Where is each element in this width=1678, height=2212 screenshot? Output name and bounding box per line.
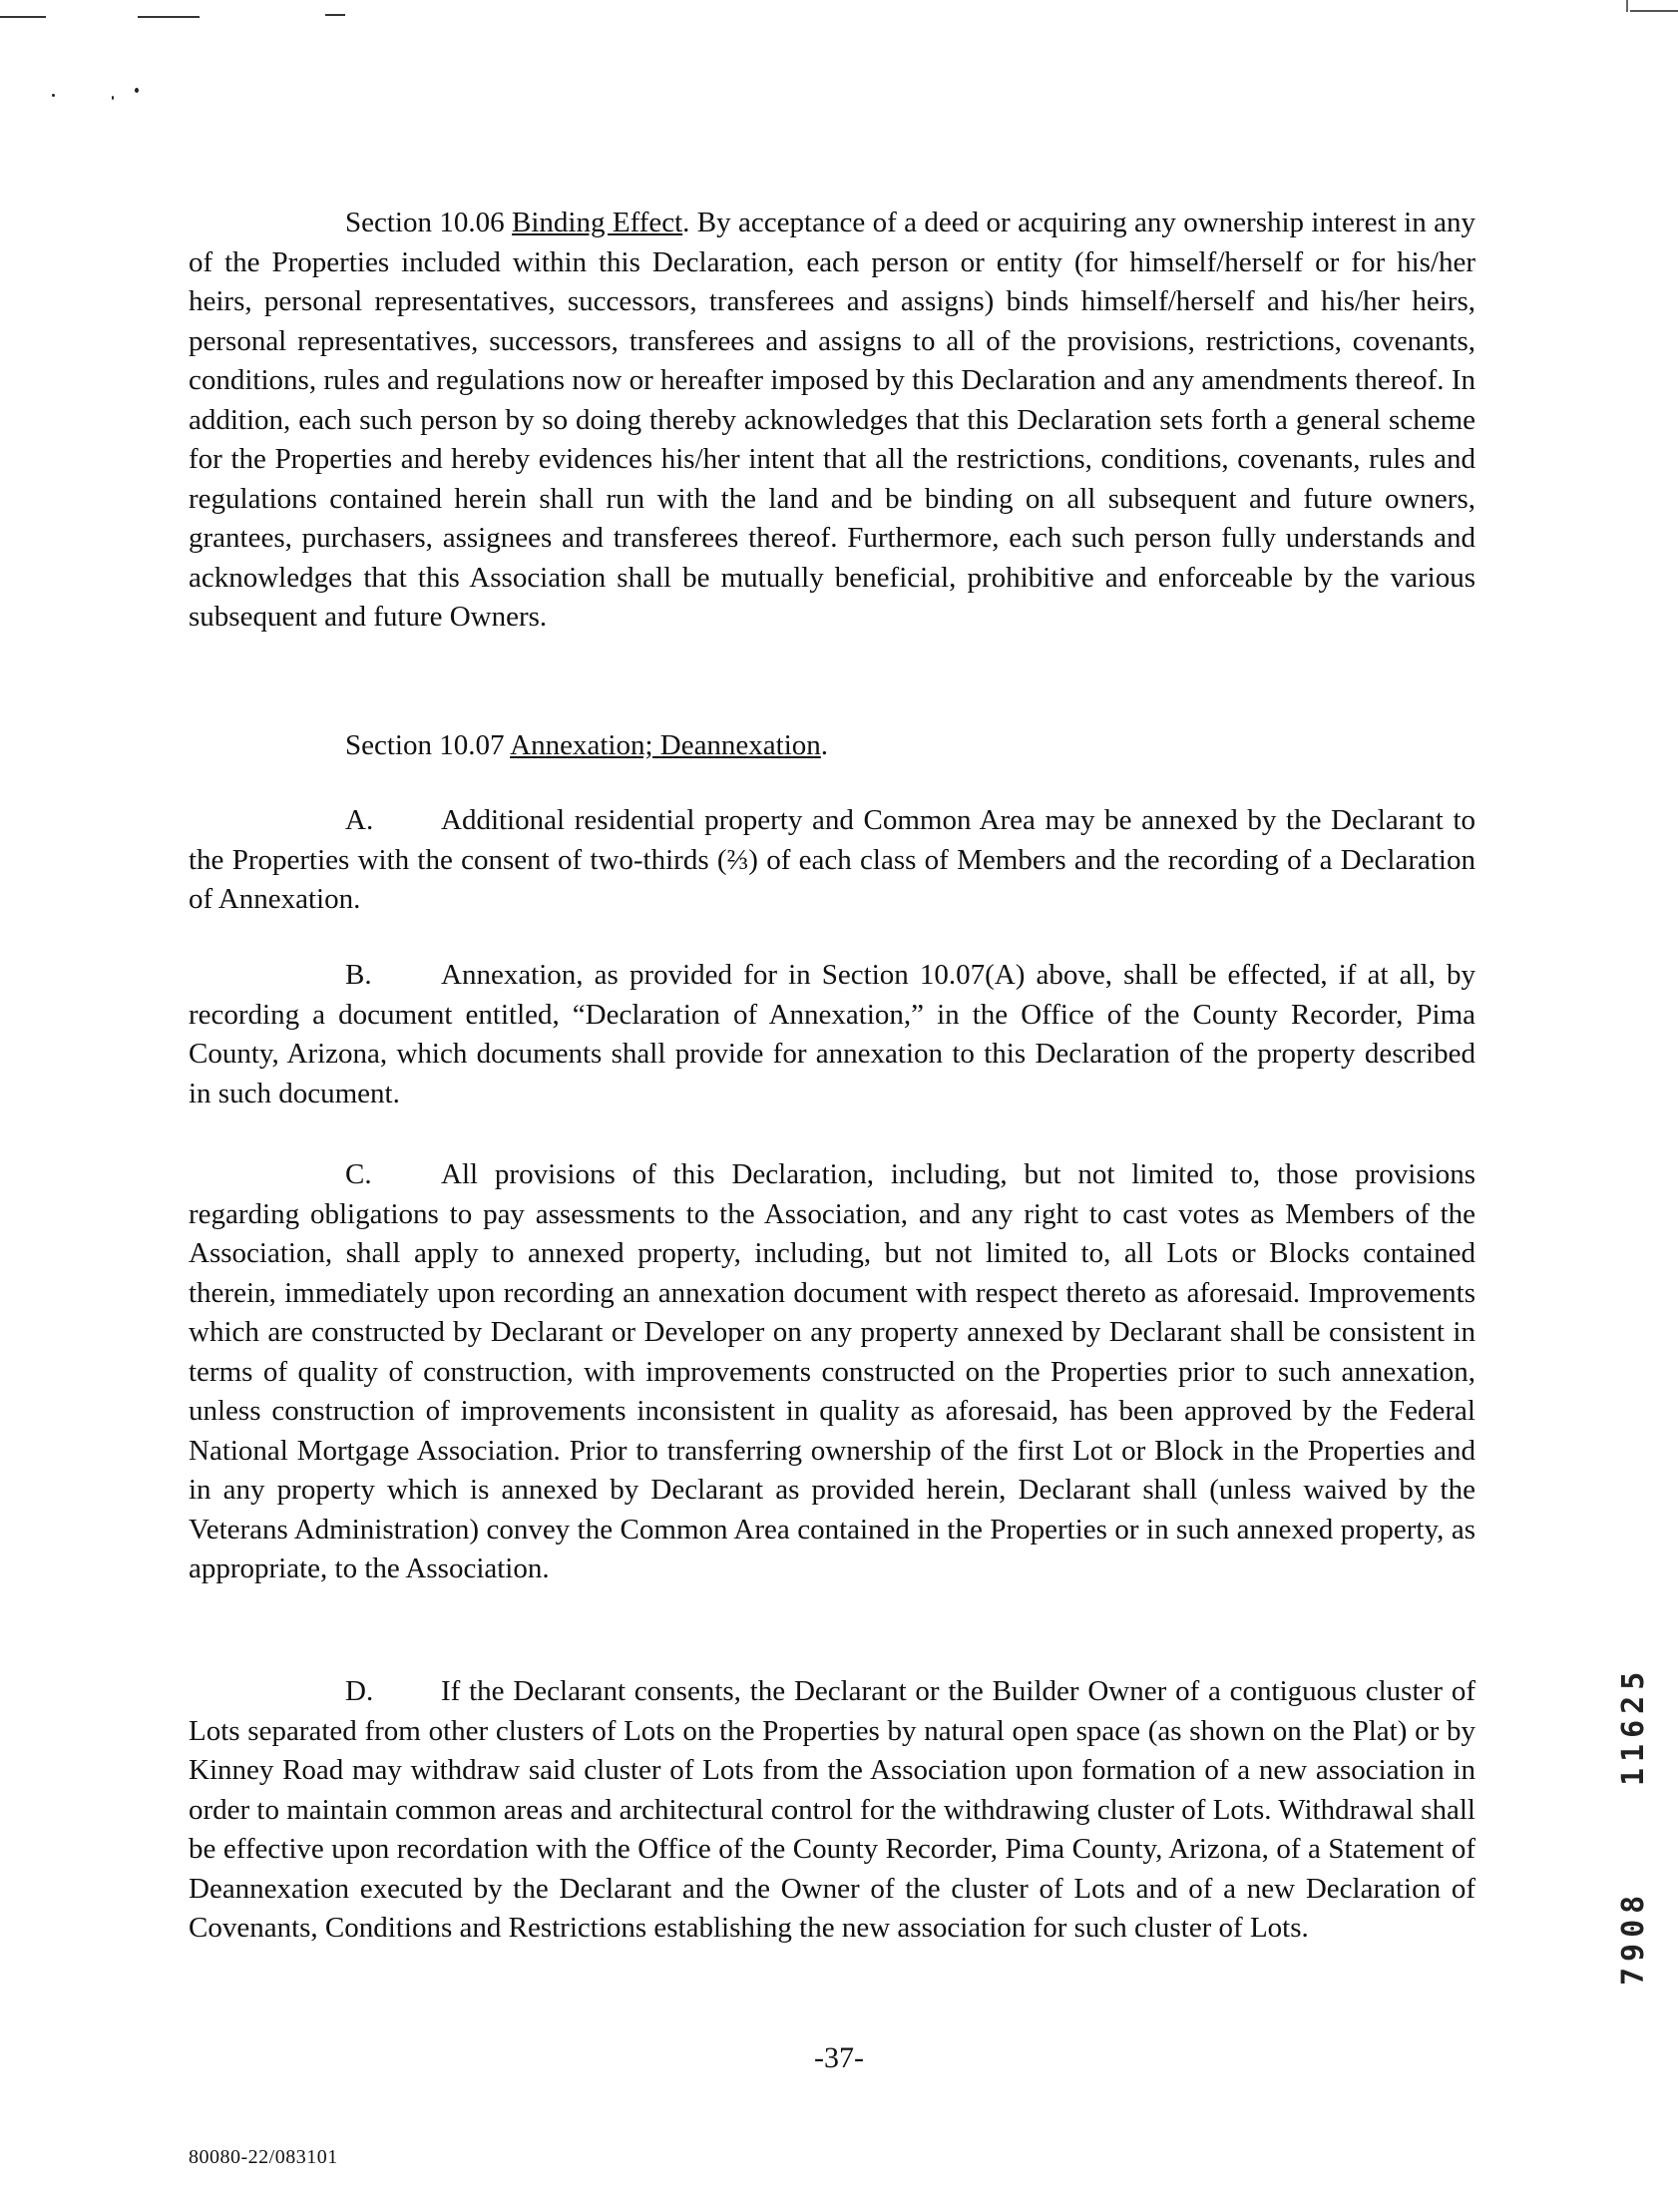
section-10-06 (189, 204, 1475, 638)
paragraph-label: D. (345, 1675, 374, 1707)
paragraph-text: All provisions of this Declaration, including, but not limited to, those provisions regarding obligations to pay assessments to the Association, and any right to cast votes as Members of the Association, shall apply to annexed property, including, but not limited to, all Lots or Blocks contained therein, immediately upon recording an annexation document with respect thereto as aforesaid. Improvements which are constructed by Declarant or Developer on any property annexed by Declarant shall be consistent in terms of quality of construction, with improvements constructed on the Properties prior to such annexation, unless construction of improvements inconsistent in quality as aforesaid, has been approved by the Federal National Mortgage Association. Prior to transferring ownership of the first Lot or Block in the Properties and in any property which is annexed by Declarant as provided herein, Declarant shall (unless waived by the Veterans Administration) convey the Common Area contained in the Properties or in such annexed property, as appropriate, to the Association. (189, 1158, 1475, 1584)
section-body: . By acceptance of a deed or acquiring any ownership interest in any of the Properties included within this Declaration, each person or entity (for himself/herself or for his/her heirs, personal representatives, successors, transferees and assigns) binds himself/herself and his/her heirs, personal representatives, successors, transferees and assigns to all of the provisions, restrictions, covenants, conditions, rules and regulations now or hereafter imposed by this Declaration and any amendments thereof. In addition, each such person by so doing thereby acknowledges that this Declaration sets forth a general scheme for the Properties and hereby evidences his/her intent that all the restrictions, conditions, covenants, rules and regulations contained herein shall run with the land and be binding on all subsequent and future owners, grantees, purchasers, assignees and transferees thereof. Furthermore, each such person fully understands and acknowledges that this Association shall be mutually beneficial, prohibitive and enforceable by the various subsequent and future Owners. (189, 207, 1475, 633)
paragraph-text: Annexation, as provided for in Section 10.07(A) above, shall be effected, if at all, by recording a document entitled, “Declaration of Annexation,” in the Office of the County Recorder, Pima County, Arizona, which documents shall provide for annexation to this Declaration of the property described in such document. (189, 959, 1475, 1109)
paragraph-text: If the Declarant consents, the Declarant or the Builder Owner of a contiguous cluster of Lots separated from other clusters of Lots on the Properties by natural open space (as shown on the Plat) or by Kinney Road may withdraw said cluster of Lots from the Association upon formation of a new association in order to maintain common areas and architectural control for the withdrawing cluster of Lots. Withdrawal shall be effective upon recordation with the Office of the County Recorder, Pima County, Arizona, of a Statement of Deannexation executed by the Declarant and the Owner of the cluster of Lots and of a new Declaration of Covenants, Conditions and Restrictions establishing the new association for such cluster of Lots. (189, 1675, 1475, 1944)
scan-mark (138, 16, 200, 18)
section-10-07-heading (345, 726, 828, 765)
section-suffix: . (820, 729, 829, 761)
section-title: Annexation; Deannexation (510, 729, 821, 761)
document-code: 80080-22/083101 (189, 2146, 338, 2168)
paragraph-d (189, 1672, 1475, 1949)
paragraph-text: Additional residential property and Common Area may be annexed by the Declarant to the Properties with the consent of two-thirds (⅔) of each class of Members and the recording of a Declaration of Annexation. (189, 804, 1475, 915)
section-prefix: Section 10.07 (345, 729, 511, 761)
scan-mark (0, 16, 46, 18)
section-prefix: Section 10.06 (345, 207, 513, 238)
recording-stamp-top: 11625 (1616, 1665, 1651, 1786)
section-10-06-paragraph (189, 204, 1475, 638)
scan-speck (52, 94, 55, 97)
paragraph-c (189, 1155, 1475, 1589)
paragraph-label: B. (345, 959, 372, 991)
scan-mark (1626, 0, 1628, 12)
scan-mark (325, 14, 345, 16)
recording-stamp-bottom: 7908 (1616, 1889, 1651, 1986)
scan-speck (112, 96, 114, 100)
page-number: -37- (814, 2041, 864, 2074)
section-title: Binding Effect (512, 207, 683, 238)
paragraph-a (189, 801, 1475, 920)
paragraph-label: C. (345, 1158, 372, 1190)
paragraph-label: A. (345, 804, 374, 836)
scan-mark (1630, 10, 1678, 12)
paragraph-b (189, 956, 1475, 1113)
scan-speck (135, 88, 139, 93)
